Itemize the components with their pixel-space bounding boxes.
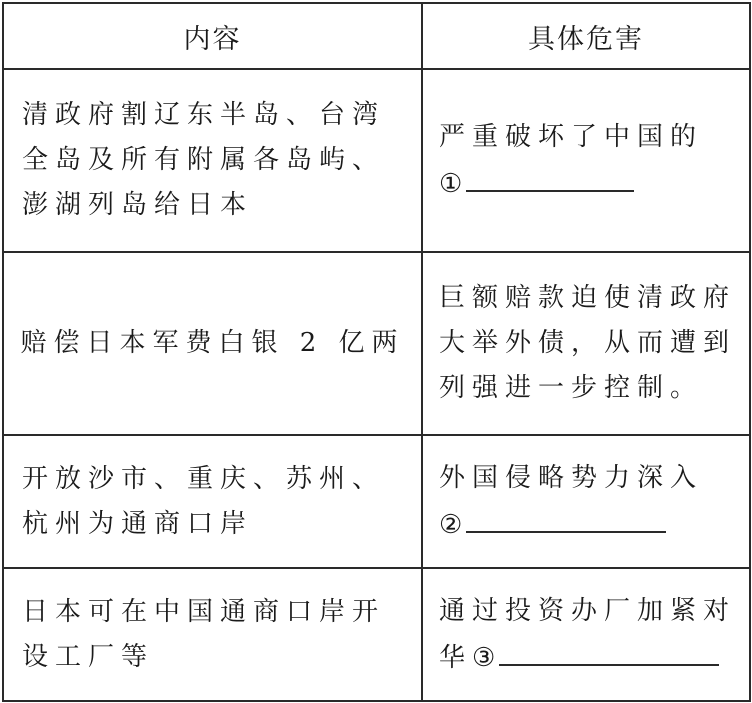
harm-cell [422, 568, 750, 701]
harm-text: 通过投资办厂加紧对华 [439, 595, 737, 673]
answer-blank[interactable] [466, 501, 666, 533]
table-header-row [3, 3, 750, 69]
harm-text-block [423, 452, 749, 552]
answer-blank[interactable] [499, 634, 719, 666]
content-cell [3, 69, 422, 252]
treaty-harm-table [2, 2, 751, 702]
harm-text-block [423, 585, 749, 685]
content-cell [3, 568, 422, 701]
harm-cell [422, 69, 750, 252]
content-text: 赔偿日本军费白银 2 亿两 [20, 328, 405, 358]
content-cell [3, 252, 422, 435]
content-cell [3, 435, 422, 568]
content-text: 日本可在中国通商口岸开设工厂等 [22, 596, 386, 672]
answer-blank[interactable] [466, 160, 634, 192]
harm-text: 外国侵略势力深入 [439, 462, 704, 493]
harm-cell [422, 252, 750, 435]
header-content: 内容 [3, 3, 422, 69]
table-row [3, 568, 750, 701]
content-text: 开放沙市、重庆、苏州、杭州为通商口岸 [22, 463, 386, 539]
harm-text: 严重破坏了中国的 [439, 121, 704, 152]
harm-text: 巨额赔款迫使清政府大举外债，从而遭到列强进一步控制。 [439, 283, 737, 403]
blank-marker: ③ [472, 642, 496, 673]
content-text: 清政府割辽东半岛、台湾全岛及所有附属各岛屿、澎湖列岛给日本 [22, 100, 386, 220]
blank-marker: ① [439, 168, 463, 199]
harm-text-block [423, 111, 749, 211]
table-row [3, 69, 750, 252]
table-row [3, 252, 750, 435]
blank-marker: ② [439, 509, 463, 540]
table-row [3, 435, 750, 568]
harm-cell [422, 435, 750, 568]
header-harm: 具体危害 [422, 3, 750, 69]
